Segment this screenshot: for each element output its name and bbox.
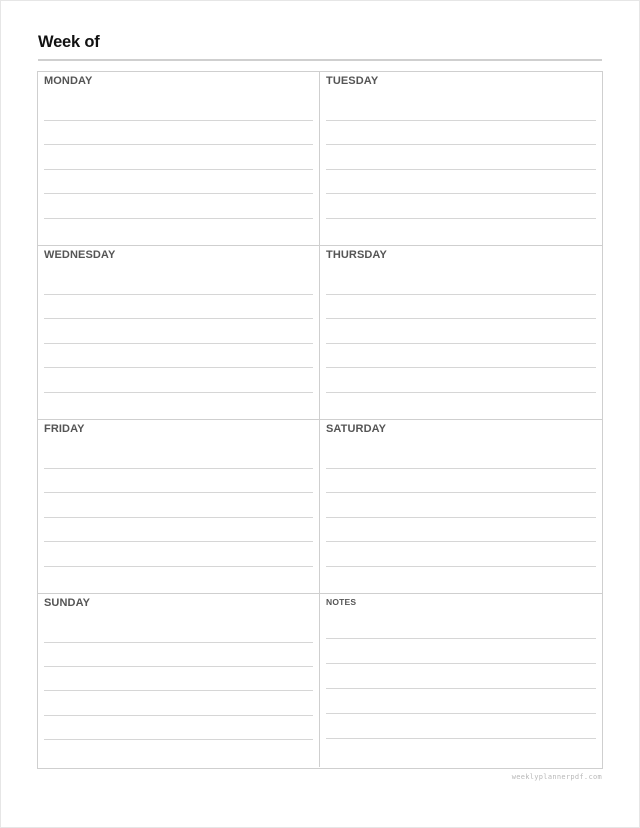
day-box-saturday (320, 420, 602, 594)
writing-line[interactable] (44, 120, 313, 121)
day-box-tuesday (320, 72, 602, 246)
week-grid (37, 71, 603, 769)
writing-line[interactable] (44, 566, 313, 567)
notes-label: NOTES (326, 597, 357, 607)
day-box-sunday (38, 594, 320, 767)
writing-line[interactable] (44, 690, 313, 691)
writing-line[interactable] (326, 318, 596, 319)
writing-line[interactable] (326, 663, 596, 664)
writing-line[interactable] (44, 715, 313, 716)
writing-line[interactable] (44, 193, 313, 194)
writing-line[interactable] (326, 517, 596, 518)
writing-line[interactable] (326, 367, 596, 368)
source-watermark: weeklyplannerpdf.com (511, 773, 602, 781)
day-label-tuesday: TUESDAY (326, 75, 379, 87)
writing-line[interactable] (326, 218, 596, 219)
writing-line[interactable] (326, 120, 596, 121)
page-title: Week of (38, 33, 100, 51)
writing-line[interactable] (326, 688, 596, 689)
writing-line[interactable] (44, 392, 313, 393)
writing-line[interactable] (326, 392, 596, 393)
writing-line[interactable] (326, 566, 596, 567)
title-underline (38, 59, 602, 61)
writing-line[interactable] (44, 343, 313, 344)
day-label-sunday: SUNDAY (44, 597, 91, 609)
writing-line[interactable] (326, 468, 596, 469)
writing-line[interactable] (326, 193, 596, 194)
day-label-saturday: SATURDAY (326, 423, 387, 435)
writing-line[interactable] (44, 367, 313, 368)
writing-line[interactable] (44, 541, 313, 542)
writing-line[interactable] (326, 343, 596, 344)
day-label-thursday: THURSDAY (326, 249, 387, 261)
writing-line[interactable] (44, 144, 313, 145)
writing-line[interactable] (326, 144, 596, 145)
writing-line[interactable] (44, 294, 313, 295)
writing-line[interactable] (44, 318, 313, 319)
day-box-friday (38, 420, 320, 594)
writing-line[interactable] (44, 666, 313, 667)
day-box-wednesday (38, 246, 320, 420)
writing-line[interactable] (326, 638, 596, 639)
writing-line[interactable] (326, 169, 596, 170)
writing-line[interactable] (326, 738, 596, 739)
day-label-monday: MONDAY (44, 75, 93, 87)
writing-line[interactable] (326, 294, 596, 295)
writing-line[interactable] (44, 517, 313, 518)
notes-box (320, 594, 602, 767)
writing-line[interactable] (44, 492, 313, 493)
writing-line[interactable] (326, 492, 596, 493)
writing-line[interactable] (44, 169, 313, 170)
day-label-wednesday: WEDNESDAY (44, 249, 116, 261)
writing-line[interactable] (326, 713, 596, 714)
day-label-friday: FRIDAY (44, 423, 85, 435)
day-box-thursday (320, 246, 602, 420)
writing-line[interactable] (326, 541, 596, 542)
writing-line[interactable] (44, 739, 313, 740)
writing-line[interactable] (44, 642, 313, 643)
writing-line[interactable] (44, 468, 313, 469)
day-box-monday (38, 72, 320, 246)
writing-line[interactable] (44, 218, 313, 219)
